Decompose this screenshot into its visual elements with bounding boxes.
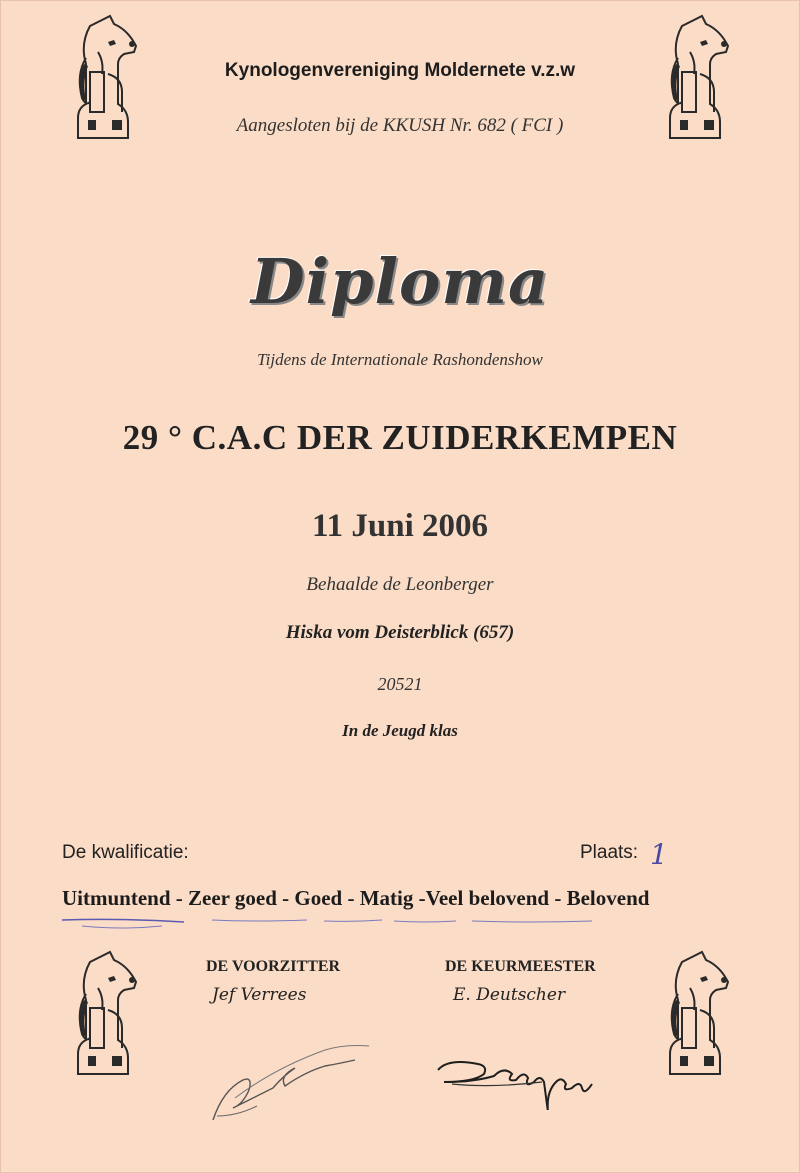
judge-name: E. Deutscher: [453, 985, 566, 1005]
show-subtitle: Tijdens de Internationale Rashondenshow: [257, 350, 543, 369]
grade-separator: -: [170, 886, 189, 910]
chair-signature: [205, 1028, 385, 1128]
grade-belovend: Belovend: [566, 886, 650, 910]
chair-title: DE VOORZITTER: [206, 958, 341, 975]
grade-separator: -: [413, 886, 426, 910]
dog-emblem-icon: [660, 948, 740, 1078]
grade-separator: -: [276, 886, 295, 910]
handwritten-underline: [62, 914, 622, 936]
judge-title: DE KEURMEESTER: [445, 958, 596, 975]
grades-line: [62, 886, 649, 911]
grade-matig: Matig: [359, 886, 414, 910]
grade-veel-belovend: Veel belovend: [425, 886, 550, 910]
place-value: 1: [650, 838, 668, 871]
qualification-label: De kwalificatie:: [62, 842, 189, 863]
club-name: Kynologenvereniging Moldernete v.z.w: [224, 60, 576, 81]
grade-zeer-goed: Zeer goed: [188, 886, 277, 910]
grade-separator: -: [549, 886, 567, 910]
club-affiliation: Aangesloten bij de KKUSH Nr. 682 ( FCI ): [236, 115, 564, 136]
registration-number: 20521: [377, 674, 423, 694]
show-name: 29 ° C.A.C DER ZUIDERKEMPEN: [122, 418, 678, 457]
dog-name: Hiska vom Deisterblick (657): [285, 622, 515, 643]
place-label: Plaats:: [580, 842, 639, 863]
grade-uitmuntend: Uitmuntend: [62, 886, 171, 910]
grade-separator: -: [342, 886, 360, 910]
chair-name: Jef Verrees: [212, 985, 307, 1005]
show-date: 11 Juni 2006: [311, 508, 489, 544]
class-line: In de Jeugd klas: [342, 721, 458, 740]
dog-emblem-icon: [68, 948, 148, 1078]
grade-goed: Goed: [294, 886, 343, 910]
diploma-title: Diploma: [250, 245, 550, 318]
breed-line: Behaalde de Leonberger: [306, 574, 494, 595]
judge-signature: [432, 1040, 632, 1110]
